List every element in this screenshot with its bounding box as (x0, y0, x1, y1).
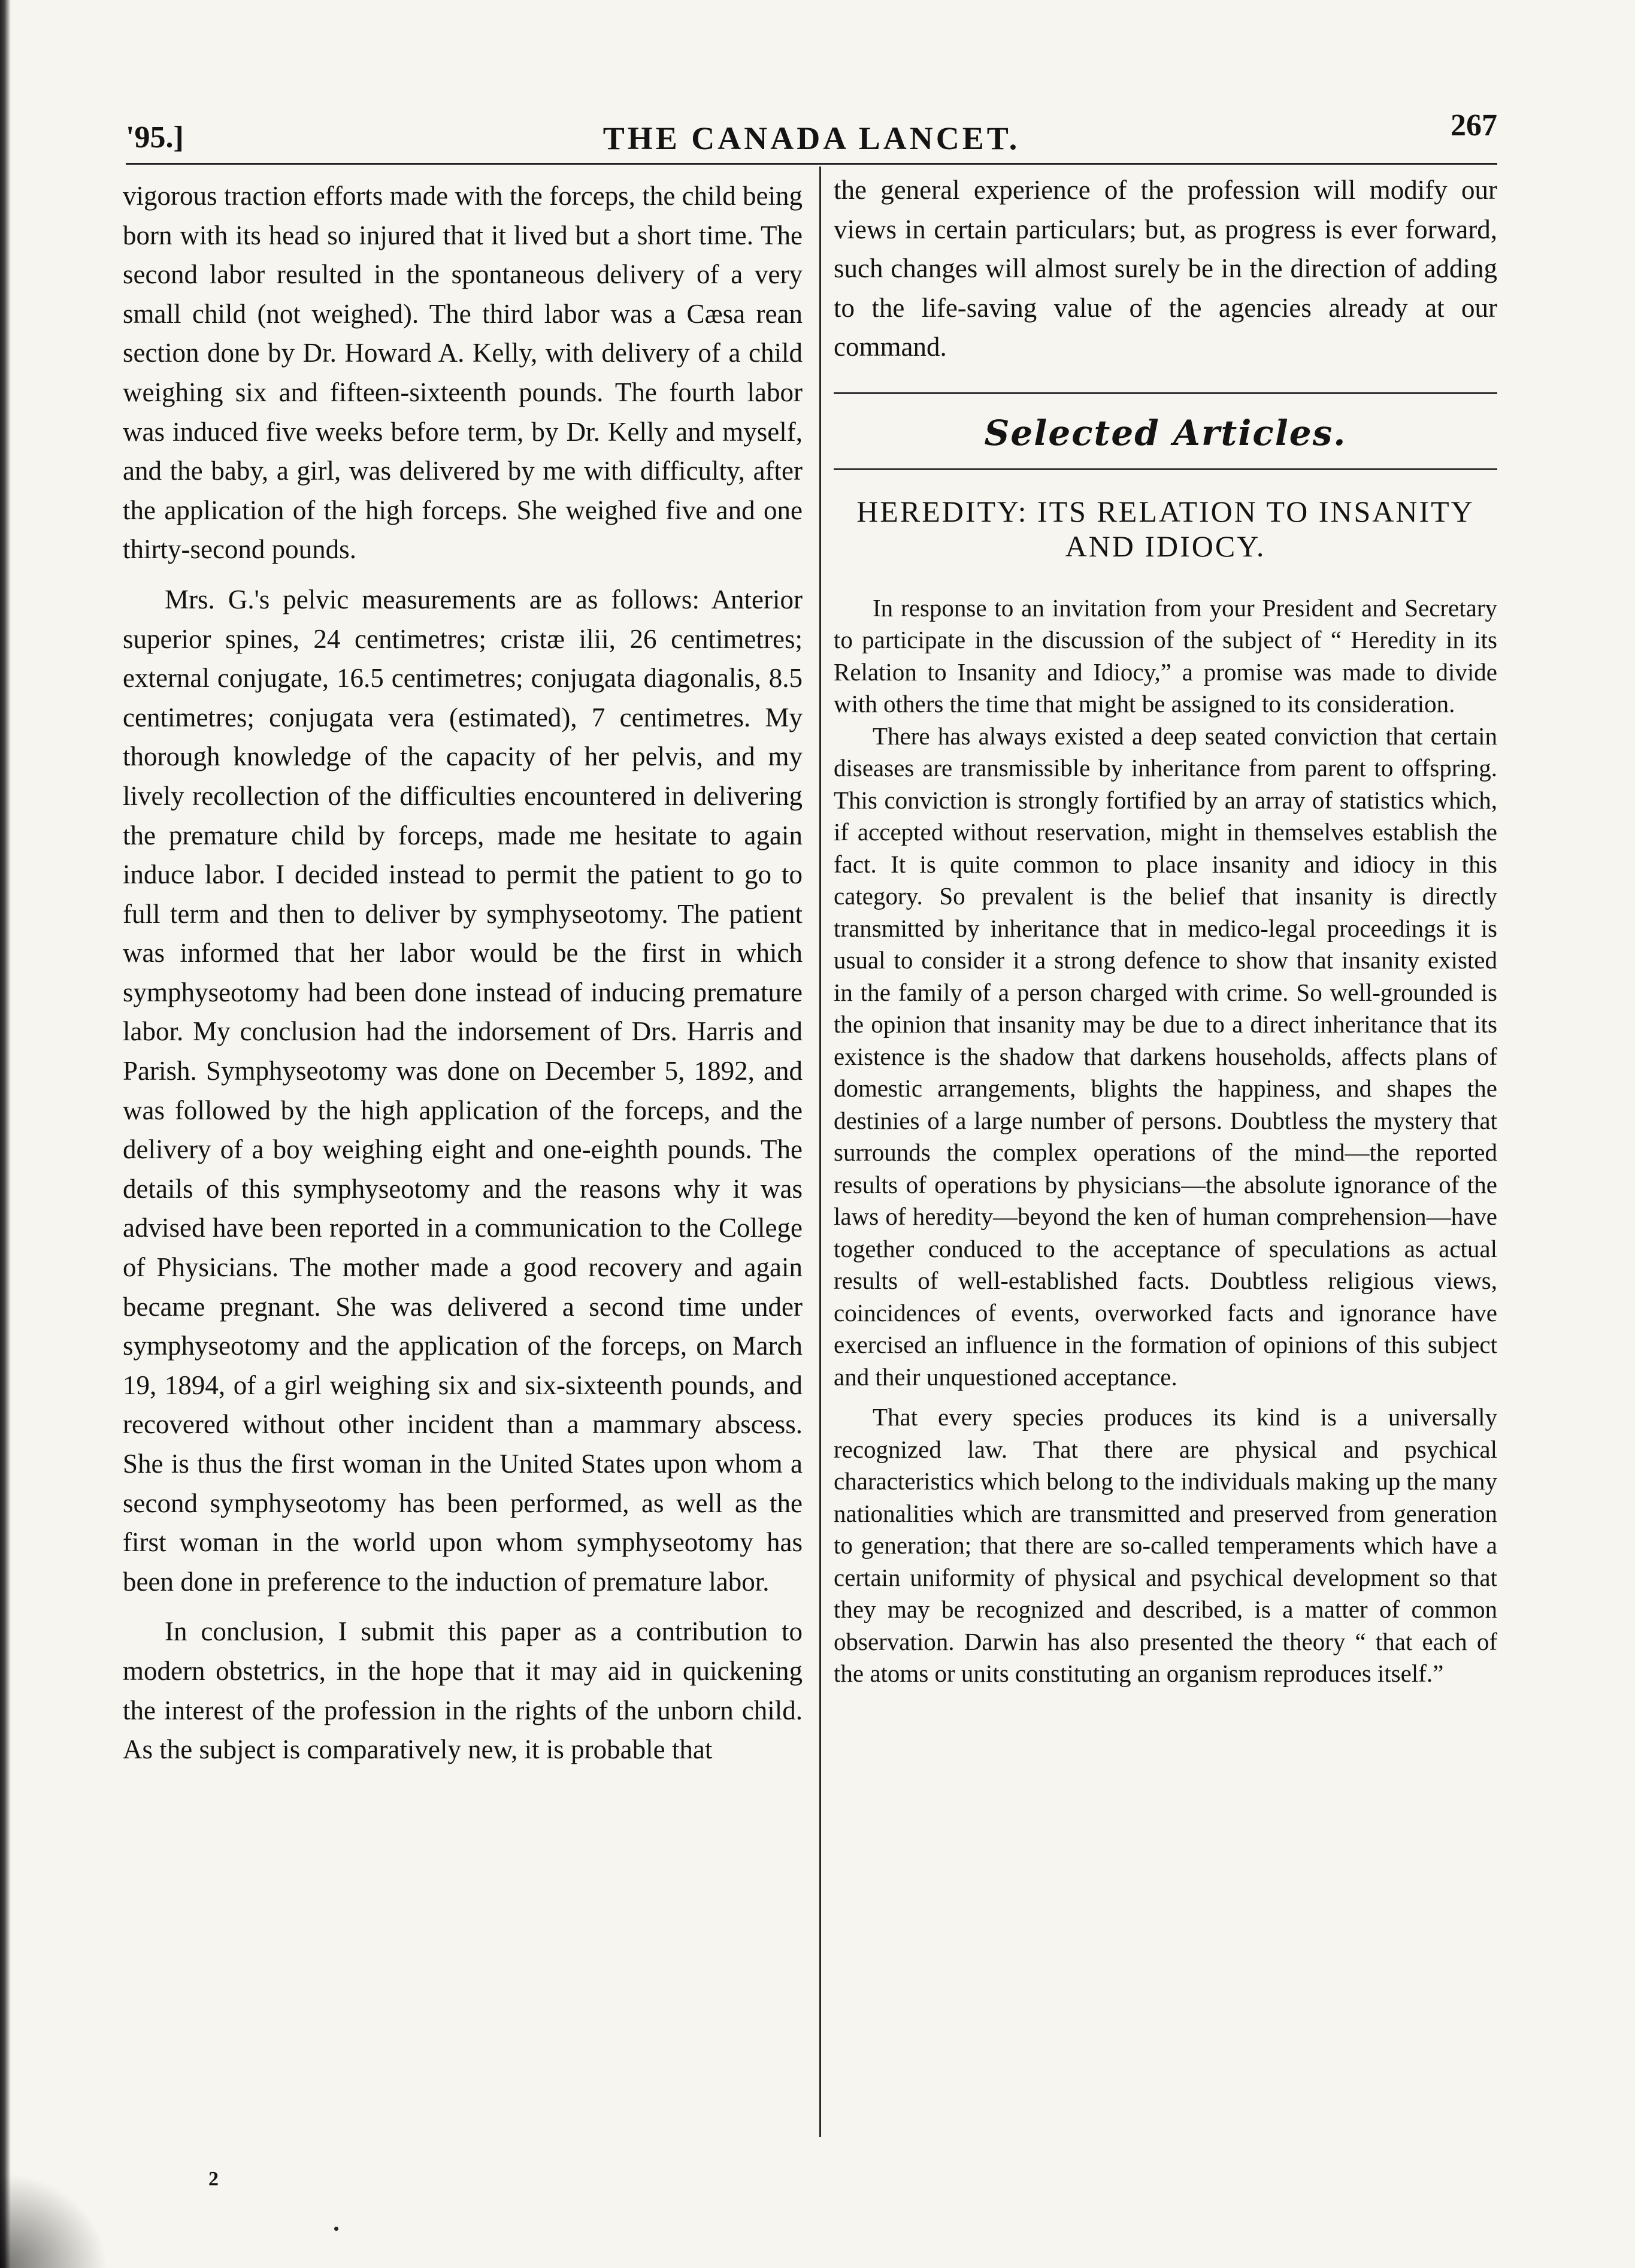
header-rule (126, 163, 1497, 165)
left-paragraph-2: Mrs. G.'s pelvic measurements are as follows: Anterior superior spines, 24 centimetres; cristæ ilii, 26 centimetres; external conjugate, 16.5 centimetres; conjugata diagonalis, 8.5 centimetres; conjugata vera (estimated), 7 centimetres. My thorough knowledge of the capacity of her pelvis, and my lively recollection of the difficulties encountered in delivering the premature child by forceps, made me hesitate to again induce labor. I decided instead to permit the patient to go to full term and then to deliver by symphyseotomy. The patient was informed that her labor would be the first in which symphyseotomy had been done instead of inducing premature labor. My conclusion had the indorsement of Drs. Harris and Parish. Symphyseotomy was done on December 5, 1892, and was followed by the high application of the forceps, and the delivery of a boy weighing eight and one-eighth pounds. The details of this symphyseotomy and the reasons why it was advised have been reported in a communication to the College of Physicians. The mother made a good recovery and again became pregnant. She was delivered a second time under symphyseotomy and the application of the forceps, on March 19, 1894, of a girl weighing six and six-sixteenth pounds, and recovered without other incident than a mammary abscess. She is thus the first woman in the United States upon whom a second symphyseotomy has been performed, as well as the first woman in the world upon whom symphyseotomy has been done in preference to the induction of premature labor. (123, 584, 803, 1597)
left-paragraph-3: In conclusion, I submit this paper as a contribution to modern obstetrics, in the hope that it may aid in quickening the interest of the profession in the rights of the unborn child. As the subject is comparatively new, it is probable that (123, 1616, 803, 1765)
left-column (123, 177, 803, 1770)
page-binding-shadow (0, 0, 11, 2268)
stray-dot (334, 2227, 338, 2231)
left-paragraph-1: vigorous traction efforts made with the forceps, the child being born with its head so injured that it lived but a short time. The second labor resulted in the spontaneous delivery of a very small child (not weighed). The third labor was a Cæsa rean section done by Dr. Howard A. Kelly, with delivery of a child weighing six and fifteen-sixteenth pounds. The fourth labor was induced five weeks before term, by Dr. Kelly and myself, and the baby, a girl, was delivered by me with difficulty, after the application of the high forceps. She weighed five and one thirty-second pounds. (123, 181, 803, 565)
section-rule-bottom (834, 468, 1497, 470)
section-heading: Selected Articles. (984, 412, 1347, 453)
article-title: HEREDITY: ITS RELATION TO INSANITY AND IDIOCY. (856, 494, 1474, 563)
article-paragraph-2: There has always existed a deep seated conviction that certain diseases are transmissible by inheritance from parent to offspring. This conviction is strongly fortified by an array of statistics which, if accepted without reservation, might in themselves establish the fact. It is quite common to place insanity and idiocy in this category. So prevalent is the belief that insanity is directly transmitted by inheritance that in medico-legal proceedings it is usual to consider it a strong defence to show that insanity existed in the family of a person charged with crime. So well-grounded is the opinion that insanity may be due to a direct inheritance that its existence is the shadow that darkens households, affects plans of domestic arrangements, blights the happiness, and shapes the destinies of a large number of persons. Doubtless the mystery that surrounds the complex operations of the mind—the reported results of operations by physicians—the absolute ignorance of the laws of heredity—beyond the ken of human comprehension—have together conduced to the acceptance of speculations as actual results of well-established facts. Doubtless religious views, coincidences of events, overworked facts and ignorance have exercised an influence in the formation of opinions of this subject and their unquestioned acceptance. (834, 722, 1497, 1391)
article-body (834, 592, 1497, 1690)
running-header (126, 108, 1497, 156)
continuation-paragraph: the general experience of the profession will modify our views in certain particulars; but, as progress is ever forward, such changes will almost surely be in the direction of adding to the life-saving value of the agencies already at our command. (834, 175, 1497, 362)
section-rule-top (834, 392, 1497, 394)
column-divider (819, 166, 821, 2137)
article-paragraph-1: In response to an invitation from your President and Secretary to participate in the discussion of the subject of “ Heredity in its Relation to Insanity and Idiocy,” a promise was made to divide with others the time that might be assigned to its consideration. (834, 594, 1497, 718)
journal-title: THE CANADA LANCET. (602, 120, 1021, 156)
page-number: 267 (1451, 108, 1497, 143)
right-column (834, 171, 1497, 1690)
header-year: '95.] (126, 120, 184, 155)
page-corner-shadow (0, 2172, 108, 2268)
article-paragraph-3: That every species produces its kind is a universally recognized law. That there are physical and psychical characteristics which belong to the individuals making up the many nationalities which are transmitted and preserved from generation to generation; that there are so-called temperaments which have a certain uniformity of physical and psychical development so that they may be recognized and described, is a matter of common observation. Darwin has also presented the theory “ that each of the atoms or units constituting an organism reproduces itself.” (834, 1403, 1497, 1688)
signature-mark: 2 (208, 2168, 219, 2190)
